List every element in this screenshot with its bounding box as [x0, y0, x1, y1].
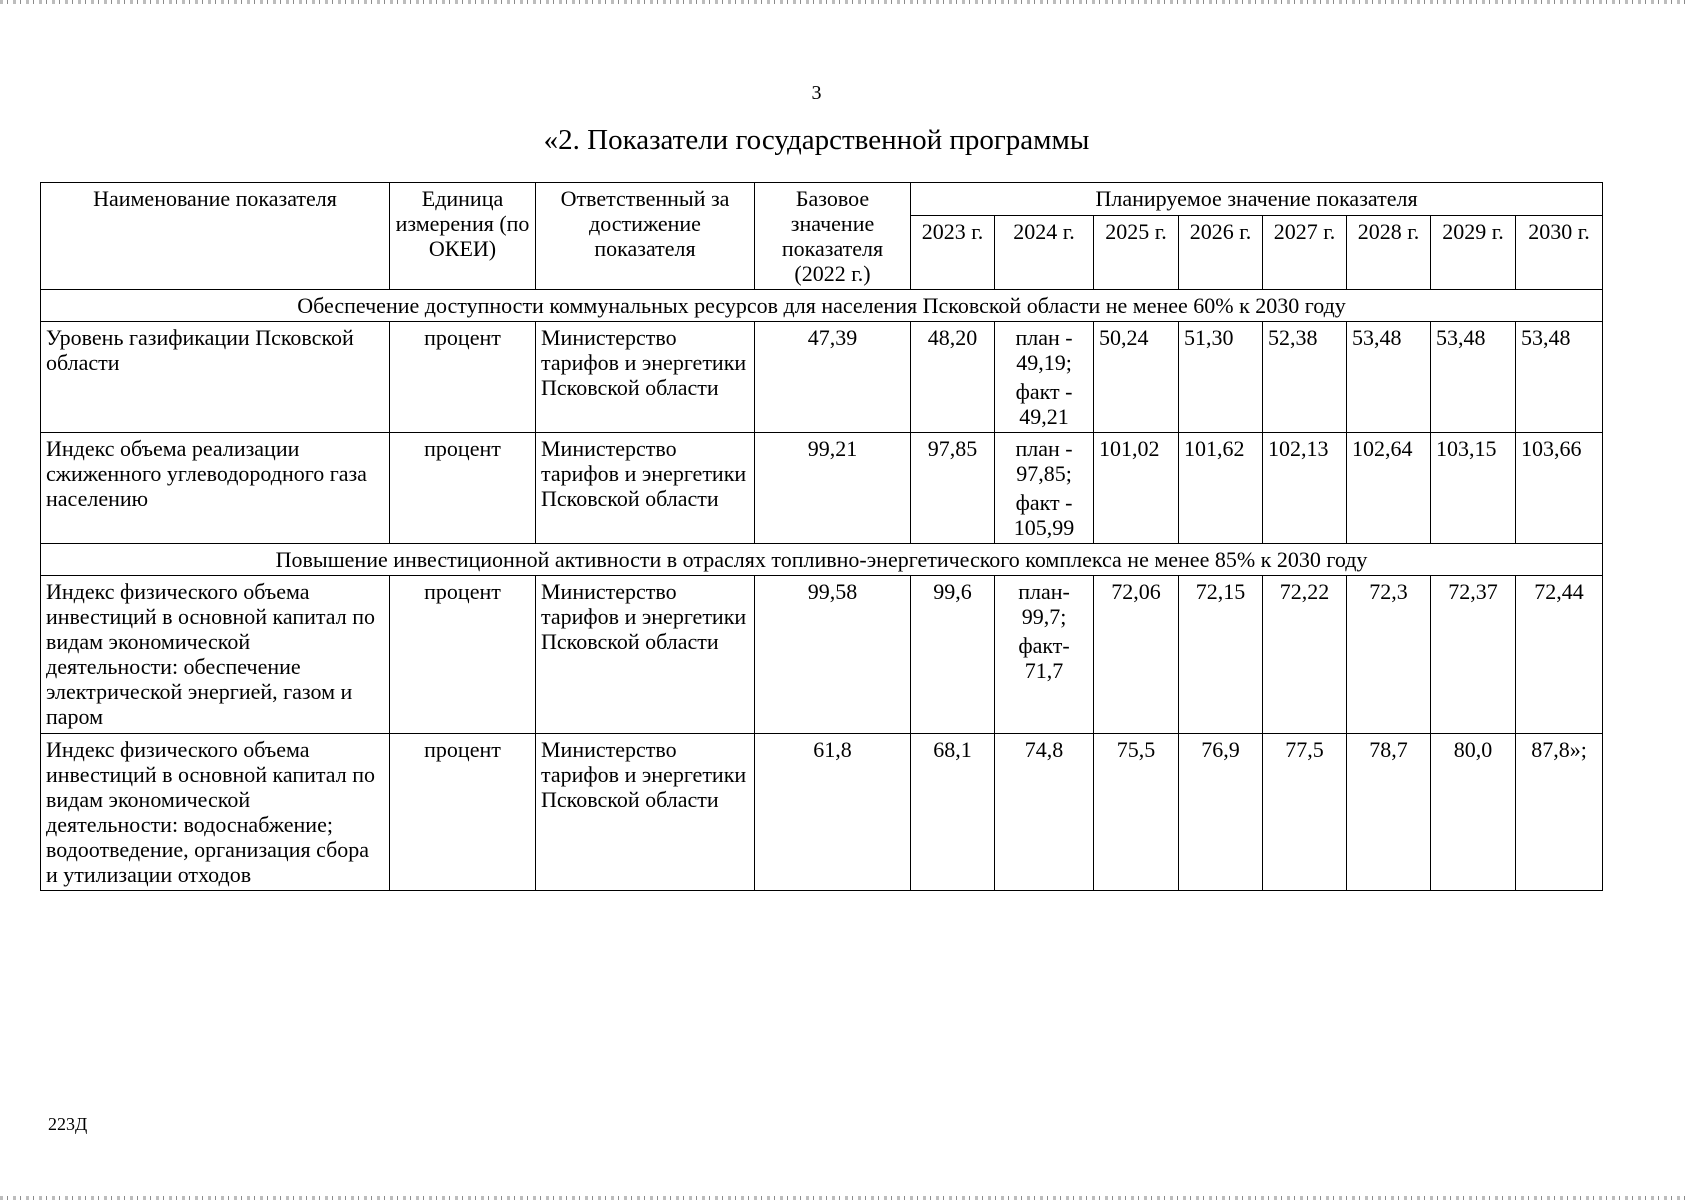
cell-2030: 72,44: [1516, 576, 1603, 734]
table-row: [41, 322, 1603, 433]
cell-2029: 103,15: [1431, 433, 1516, 544]
header-row: [41, 183, 1603, 216]
cell-2023: 99,6: [911, 576, 995, 734]
cell-2028: 72,3: [1347, 576, 1431, 734]
cell-2024-plan: план- 99,7;: [1018, 579, 1070, 629]
cell-2025: 101,02: [1094, 433, 1179, 544]
page-title: «2. Показатели государственной программы: [543, 124, 1090, 156]
table-row: [41, 734, 1603, 891]
col-header-2023: 2023 г.: [911, 216, 995, 290]
cell-2024: 74,8: [995, 734, 1094, 891]
cell-2024-plan: план - 49,19;: [1015, 325, 1073, 375]
cell-2024-plan: план - 97,85;: [1015, 436, 1073, 486]
cell-2030: 53,48: [1516, 322, 1603, 433]
cell-2026: 101,62: [1179, 433, 1263, 544]
scan-edge-top: [0, 0, 1686, 4]
indicators-table: [40, 182, 1603, 891]
col-header-name: Наименование показателя: [41, 183, 390, 290]
cell-2023: 97,85: [911, 433, 995, 544]
col-header-unit: Единица измерения (по ОКЕИ): [390, 183, 536, 290]
cell-base-value: 99,58: [755, 576, 911, 734]
cell-indicator-name: Уровень газификации Псковской области: [41, 322, 390, 433]
cell-2024: [995, 433, 1094, 544]
cell-indicator-name: Индекс физического объема инвестиций в основной капитал по видам экономической деятельности: водоснабжение; водоотведение, организация сбора и утилизации отходов: [41, 734, 390, 891]
cell-2024: [995, 322, 1094, 433]
cell-unit: процент: [390, 734, 536, 891]
col-header-2027: 2027 г.: [1263, 216, 1347, 290]
cell-2027: 77,5: [1263, 734, 1347, 891]
cell-base-value: 99,21: [755, 433, 911, 544]
col-header-2024: 2024 г.: [995, 216, 1094, 290]
cell-2027: 72,22: [1263, 576, 1347, 734]
cell-responsible: Министерство тарифов и энергетики Псковской области: [536, 322, 755, 433]
cell-2027: 52,38: [1263, 322, 1347, 433]
col-header-base: Базовое значение показателя (2022 г.): [755, 183, 911, 290]
cell-2029: 53,48: [1431, 322, 1516, 433]
cell-2025: 50,24: [1094, 322, 1179, 433]
page-number: 3: [811, 82, 822, 104]
cell-responsible: Министерство тарифов и энергетики Псковской области: [536, 734, 755, 891]
col-header-responsible: Ответственный за достижение показателя: [536, 183, 755, 290]
cell-2029: 80,0: [1431, 734, 1516, 891]
cell-2028: 78,7: [1347, 734, 1431, 891]
cell-2024-fact: факт- 71,7: [1018, 633, 1070, 683]
cell-2026: 72,15: [1179, 576, 1263, 734]
cell-2025: 72,06: [1094, 576, 1179, 734]
col-header-2026: 2026 г.: [1179, 216, 1263, 290]
section-row: [41, 290, 1603, 322]
col-header-2025: 2025 г.: [1094, 216, 1179, 290]
cell-base-value: 47,39: [755, 322, 911, 433]
cell-unit: процент: [390, 576, 536, 734]
cell-indicator-name: Индекс объема реализации сжиженного углеводородного газа населению: [41, 433, 390, 544]
table-row: [41, 576, 1603, 734]
cell-2030: 103,66: [1516, 433, 1603, 544]
col-header-2028: 2028 г.: [1347, 216, 1431, 290]
cell-2023: 68,1: [911, 734, 995, 891]
document-code: 223Д: [48, 1114, 88, 1134]
cell-2027: 102,13: [1263, 433, 1347, 544]
section-title: Повышение инвестиционной активности в отраслях топливно-энергетического комплекса не менее 85% к 2030 году: [41, 544, 1603, 576]
cell-2026: 51,30: [1179, 322, 1263, 433]
scan-edge-bottom: [0, 1196, 1686, 1200]
section-title: Обеспечение доступности коммунальных ресурсов для населения Псковской области не менее 60% к 2030 году: [41, 290, 1603, 322]
cell-base-value: 61,8: [755, 734, 911, 891]
col-header-2030: 2030 г.: [1516, 216, 1603, 290]
cell-2028: 102,64: [1347, 433, 1431, 544]
cell-unit: процент: [390, 433, 536, 544]
cell-indicator-name: Индекс физического объема инвестиций в основной капитал по видам экономической деятельности: обеспечение электрической энергией, газом и паром: [41, 576, 390, 734]
cell-2028: 53,48: [1347, 322, 1431, 433]
cell-responsible: Министерство тарифов и энергетики Псковской области: [536, 576, 755, 734]
cell-2024-fact: факт - 105,99: [1013, 490, 1075, 540]
cell-2024: [995, 576, 1094, 734]
col-header-planned: Планируемое значение показателя: [911, 183, 1603, 216]
cell-2025: 75,5: [1094, 734, 1179, 891]
cell-2023: 48,20: [911, 322, 995, 433]
cell-2030: 87,8»;: [1516, 734, 1603, 891]
cell-responsible: Министерство тарифов и энергетики Псковской области: [536, 433, 755, 544]
cell-2029: 72,37: [1431, 576, 1516, 734]
section-row: [41, 544, 1603, 576]
cell-unit: процент: [390, 322, 536, 433]
cell-2024-fact: факт - 49,21: [1015, 379, 1073, 429]
table-row: [41, 433, 1603, 544]
col-header-2029: 2029 г.: [1431, 216, 1516, 290]
cell-2026: 76,9: [1179, 734, 1263, 891]
